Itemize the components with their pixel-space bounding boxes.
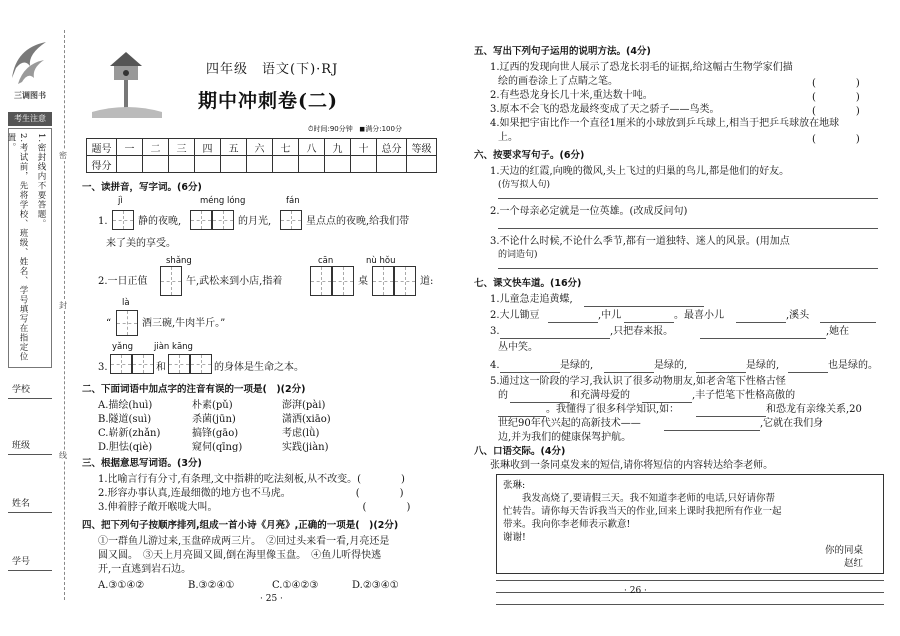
brand-name: 三调图书 <box>14 91 46 100</box>
answer-line[interactable] <box>584 306 704 307</box>
answer-line[interactable] <box>700 338 826 339</box>
message-body: 我发高烧了,要请假三天。我不知道李老师的电话,只好请你帮 <box>503 493 776 504</box>
answer-line[interactable] <box>604 372 654 373</box>
name-label: 姓名 <box>12 499 31 509</box>
q7-line: 丛中笑。 <box>498 342 538 353</box>
option-text: 实践(jiàn) <box>282 442 329 453</box>
q7-line: 和恐龙有亲缘关系,20 <box>766 404 862 415</box>
q1-text: 酒三碗,牛肉半斤。” <box>142 318 226 329</box>
left-page <box>82 40 468 604</box>
score-cell[interactable] <box>143 156 169 173</box>
time-limit: ⏱时间:90分钟 <box>308 125 353 133</box>
page-number: · 26 · <box>624 586 647 596</box>
q1-text: “ <box>106 318 112 329</box>
table-cell: 九 <box>325 139 351 156</box>
pinyin: yǎng <box>112 342 134 352</box>
q2-heading: 二、下面词语中加点字的注音有误的一项是( )(2分) <box>82 384 306 395</box>
q4-heading: 四、把下列句子按顺序排列,组成一首小诗《月亮》,正确的一项是( )(2分) <box>82 520 399 531</box>
full-score: ◼满分:100分 <box>359 125 402 133</box>
answer-box[interactable] <box>160 266 182 296</box>
answer-line[interactable] <box>496 580 884 581</box>
answer-line[interactable] <box>498 228 878 229</box>
pinyin: nù hǒu <box>366 256 396 266</box>
exam-title: 期中冲刺卷(二) <box>198 90 338 112</box>
answer-line[interactable] <box>788 372 828 373</box>
table-cell: 十 <box>351 139 377 156</box>
answer-line[interactable] <box>500 338 610 339</box>
message-greeting: 张琳: <box>503 480 526 491</box>
table-cell: 一 <box>117 139 143 156</box>
pinyin: jì <box>118 196 123 206</box>
q5-line: 1.辽西的发现向世人展示了恐龙长羽毛的证据,给这幅古生物学家们描 <box>490 62 793 73</box>
q7-line: ,她在 <box>826 326 850 337</box>
answer-paren[interactable]: ( ) <box>812 78 860 89</box>
table-cell: 题号 <box>87 139 117 156</box>
q1-text: 静的夜晚, <box>138 216 182 227</box>
q3-item-2[interactable]: 2.形容办事认真,连最细微的地方也不马虎。 ( ) <box>98 488 404 499</box>
score-cell[interactable] <box>351 156 377 173</box>
table-cell: 六 <box>247 139 273 156</box>
table-row <box>87 156 437 173</box>
score-cell[interactable] <box>407 156 437 173</box>
answer-paren[interactable]: ( ) <box>812 106 860 117</box>
answer-box[interactable] <box>116 310 138 336</box>
q4-line: ①一群鱼儿游过来,玉盘碎成两三片。 ②回过头来看一看,月亮还是 <box>98 536 390 547</box>
q7-line: 的 <box>498 390 508 401</box>
option-a[interactable]: A.描绘(huì) <box>98 400 153 411</box>
q8-heading: 八、口语交际。(4分) <box>474 446 566 457</box>
class-line[interactable] <box>8 454 52 455</box>
table-cell: 五 <box>221 139 247 156</box>
score-cell[interactable] <box>117 156 143 173</box>
answer-box[interactable] <box>212 210 234 230</box>
q7-line: 5.通过这一阶段的学习,我认识了很多动物朋友,如老舍笔下性格古怪 <box>490 376 786 387</box>
table-cell: 等级 <box>407 139 437 156</box>
pinyin: jiàn kāng <box>154 342 193 352</box>
q1-text: 1. <box>98 216 108 227</box>
option-text: 杀菌(jūn) <box>192 414 236 425</box>
q1-text: 3. <box>98 362 108 373</box>
page-number: · 25 · <box>260 594 283 604</box>
q6-sentence-3: 3.不论什么时候,不论什么季节,都有一道独特、迷人的风景。(用加点 <box>490 236 790 247</box>
answer-line[interactable] <box>820 322 876 323</box>
q6-sentence-1: 1.天边的红霞,向晚的微风,头上飞过的归巢的鸟儿,都是他们的好友。 <box>490 166 790 177</box>
q7-line: 是绿的, <box>560 360 594 371</box>
q7-line: 是绿的, <box>654 360 688 371</box>
answer-box[interactable] <box>168 354 190 374</box>
message-sign: 你的同桌 <box>824 545 863 556</box>
q3-item-1[interactable]: 1.比喻言行有分寸,有条理,文中指耕的吃法刻板,从不改变。( ) <box>98 474 405 485</box>
id-line[interactable] <box>8 570 52 571</box>
seal-mark-1: 密 <box>59 151 67 160</box>
q7-line: 4. <box>490 360 500 371</box>
answer-box[interactable] <box>332 266 354 296</box>
notice-box <box>8 128 52 368</box>
answer-box[interactable] <box>190 354 212 374</box>
answer-line[interactable] <box>624 322 674 323</box>
answer-box[interactable] <box>280 210 302 230</box>
q7-line: ,它就在我们身 <box>760 418 824 429</box>
option-text: 潇洒(xiāo) <box>282 414 331 425</box>
pinyin: shǎng <box>166 256 192 266</box>
q7-line: 和充满母爱的 <box>570 390 630 401</box>
q5-line: 4.如果把宇宙比作一个直径1厘米的小球放到乒乓球上,相当于把乒乓球放在地球 <box>490 118 840 129</box>
answer-line[interactable] <box>500 372 560 373</box>
pinyin: là <box>122 298 130 308</box>
score-cell[interactable] <box>377 156 407 173</box>
q7-line: 世纪90年代兴起的高新技术—— <box>498 418 641 429</box>
q7-line: 是绿的, <box>746 360 780 371</box>
option-c[interactable]: C.①④②③ <box>272 580 319 591</box>
score-cell[interactable] <box>273 156 299 173</box>
option-a[interactable]: A.③①④② <box>98 580 145 591</box>
q7-line: 。最喜小儿 <box>674 310 724 321</box>
score-cell[interactable] <box>247 156 273 173</box>
message-body: 忙转告。请你每天告诉我当天的作业,回来上课时我把所有作业一起 <box>503 506 782 517</box>
answer-line[interactable] <box>696 372 746 373</box>
q4-line: 圆又圆。 ③天上月亮圆又圆,倒在海里像玉盘。 ④鱼儿听得快逃 <box>98 550 382 561</box>
seal-line <box>64 30 65 600</box>
binding-strip <box>0 0 60 636</box>
answer-line[interactable] <box>696 416 766 417</box>
q7-line: 3. <box>490 326 500 337</box>
school-line[interactable] <box>8 398 52 399</box>
score-cell[interactable] <box>221 156 247 173</box>
table-row <box>87 139 437 156</box>
q7-line: ,溪头 <box>786 310 810 321</box>
table-cell: 四 <box>195 139 221 156</box>
notice-item-1: 1.密封线内不要答题。 <box>36 133 46 229</box>
answer-paren[interactable]: ( ) <box>812 92 860 103</box>
q5-line: 3.原本不会飞的恐龙最终变成了天之骄子——鸟类。 <box>490 104 720 115</box>
message-thanks: 谢谢! <box>503 532 526 543</box>
table-cell: 八 <box>299 139 325 156</box>
q1-text: 的身体是生命之本。 <box>214 362 304 373</box>
pinyin: méng lóng <box>200 196 246 206</box>
answer-box[interactable] <box>394 266 416 296</box>
q1-text: 桌 <box>358 276 368 287</box>
option-d[interactable]: D.②③④① <box>352 580 399 591</box>
option-b[interactable]: B.③②④① <box>188 580 235 591</box>
answer-box[interactable] <box>190 210 212 230</box>
score-cell[interactable] <box>299 156 325 173</box>
brand-logo-icon <box>6 38 54 90</box>
q7-line: ,只把春来报。 <box>610 326 674 337</box>
name-line[interactable] <box>8 512 52 513</box>
answer-line[interactable] <box>496 592 884 593</box>
answer-line[interactable] <box>498 198 878 199</box>
table-cell: 得分 <box>87 156 117 173</box>
answer-line[interactable] <box>498 268 878 269</box>
option-c[interactable]: C.崭新(zhǎn) <box>98 428 161 439</box>
message-body: 带来。我向你李老师表示歉意! <box>503 519 631 530</box>
answer-line[interactable] <box>548 322 598 323</box>
q8-intro: 张琳收到一条同桌发来的短信,请你将短信的内容转达给李老师。 <box>490 460 774 471</box>
score-cell[interactable] <box>325 156 351 173</box>
q1-text: 星点点的夜晚,给我们带 <box>306 216 410 227</box>
q6-note: 的词造句) <box>498 250 538 260</box>
q7-line: 也是绿的。 <box>828 360 878 371</box>
q3-item-3[interactable]: 3.伸着脖子敞开喉咙大叫。 ( ) <box>98 502 411 513</box>
answer-box[interactable] <box>372 266 394 296</box>
answer-paren[interactable]: ( ) <box>812 134 860 145</box>
option-text: 朴素(pǔ) <box>192 400 233 411</box>
q6-sentence-2: 2.一个母亲必定就是一位英雄。(改成反问句) <box>490 206 688 217</box>
q1-text: 2.一日正值 <box>98 276 148 287</box>
option-text: 澎湃(pài) <box>282 400 326 411</box>
option-b[interactable]: B.隧道(suì) <box>98 414 152 425</box>
score-table <box>86 138 437 173</box>
score-cell[interactable] <box>169 156 195 173</box>
message-box <box>496 474 884 574</box>
q7-line: 。我懂得了很多科学知识,如： <box>546 404 680 415</box>
q3-heading: 三、根据意思写词语。(3分) <box>82 458 202 469</box>
id-label: 学号 <box>12 557 31 567</box>
birdhouse-icon <box>92 46 162 118</box>
q5-line: 2.有些恐龙身长几十米,重达数十吨。 <box>490 90 653 101</box>
q7-line: 边,并为我们的健康保驾护航。 <box>498 432 632 443</box>
answer-line[interactable] <box>664 430 760 431</box>
q1-text: 午,武松来到小店,指着 <box>186 276 283 287</box>
answer-box[interactable] <box>112 210 134 230</box>
notice-item-2: 2.考试前，先将学校、班级、姓名、学号填写在指定位置。 <box>6 133 28 362</box>
q7-heading: 七、课文快车道。(16分) <box>474 278 582 289</box>
exam-meta <box>308 124 402 134</box>
q5-line: 绘的画卷涂上了点睛之笔。 <box>498 76 618 87</box>
q1-heading: 一、读拼音，写字词。(6分) <box>82 182 202 193</box>
q7-line: ,丰子恺笔下性格高傲的 <box>692 390 796 401</box>
option-text: 窥伺(qīng) <box>192 442 243 453</box>
option-d[interactable]: D.胆怯(qiè) <box>98 442 153 453</box>
q4-line: 开,一直逃到岩石边。 <box>98 564 192 575</box>
pinyin: fán <box>286 196 300 206</box>
table-cell: 二 <box>143 139 169 156</box>
score-cell[interactable] <box>195 156 221 173</box>
title-banner <box>82 40 468 120</box>
answer-box[interactable] <box>132 354 154 374</box>
answer-line[interactable] <box>736 322 786 323</box>
q1-text: 的月光, <box>238 216 272 227</box>
table-cell: 总分 <box>377 139 407 156</box>
pinyin: cān <box>318 256 334 266</box>
q1-text: 来了美的享受。 <box>106 238 176 249</box>
q7-line: 1.儿童急走追黄蝶, <box>490 294 573 305</box>
school-label: 学校 <box>12 385 31 395</box>
q7-line: 2.大儿锄豆 <box>490 310 540 321</box>
seal-mark-2: 封 <box>59 301 67 310</box>
q6-heading: 六、按要求写句子。(6分) <box>474 150 585 161</box>
message-sign: 赵红 <box>843 558 863 569</box>
q6-note: (仿写拟人句) <box>498 180 551 190</box>
grade-subject: 四年级 语文(下)·RJ <box>206 62 339 77</box>
option-text: 搞锋(gāo) <box>192 428 239 439</box>
seal-mark-3: 线 <box>59 451 67 460</box>
class-label: 班级 <box>12 441 31 451</box>
option-text: 考虑(lǜ) <box>282 428 320 439</box>
notice-title: 考生注意 <box>8 112 52 126</box>
table-cell: 七 <box>273 139 299 156</box>
q1-text: 和 <box>156 362 166 373</box>
answer-line[interactable] <box>496 604 884 605</box>
answer-box[interactable] <box>110 354 132 374</box>
q5-line: 上。 <box>498 132 518 143</box>
q5-heading: 五、写出下列句子运用的说明方法。(4分) <box>474 46 651 57</box>
table-cell: 三 <box>169 139 195 156</box>
q7-line: ,中儿 <box>598 310 622 321</box>
answer-box[interactable] <box>310 266 332 296</box>
q1-text: 道: <box>420 276 434 287</box>
